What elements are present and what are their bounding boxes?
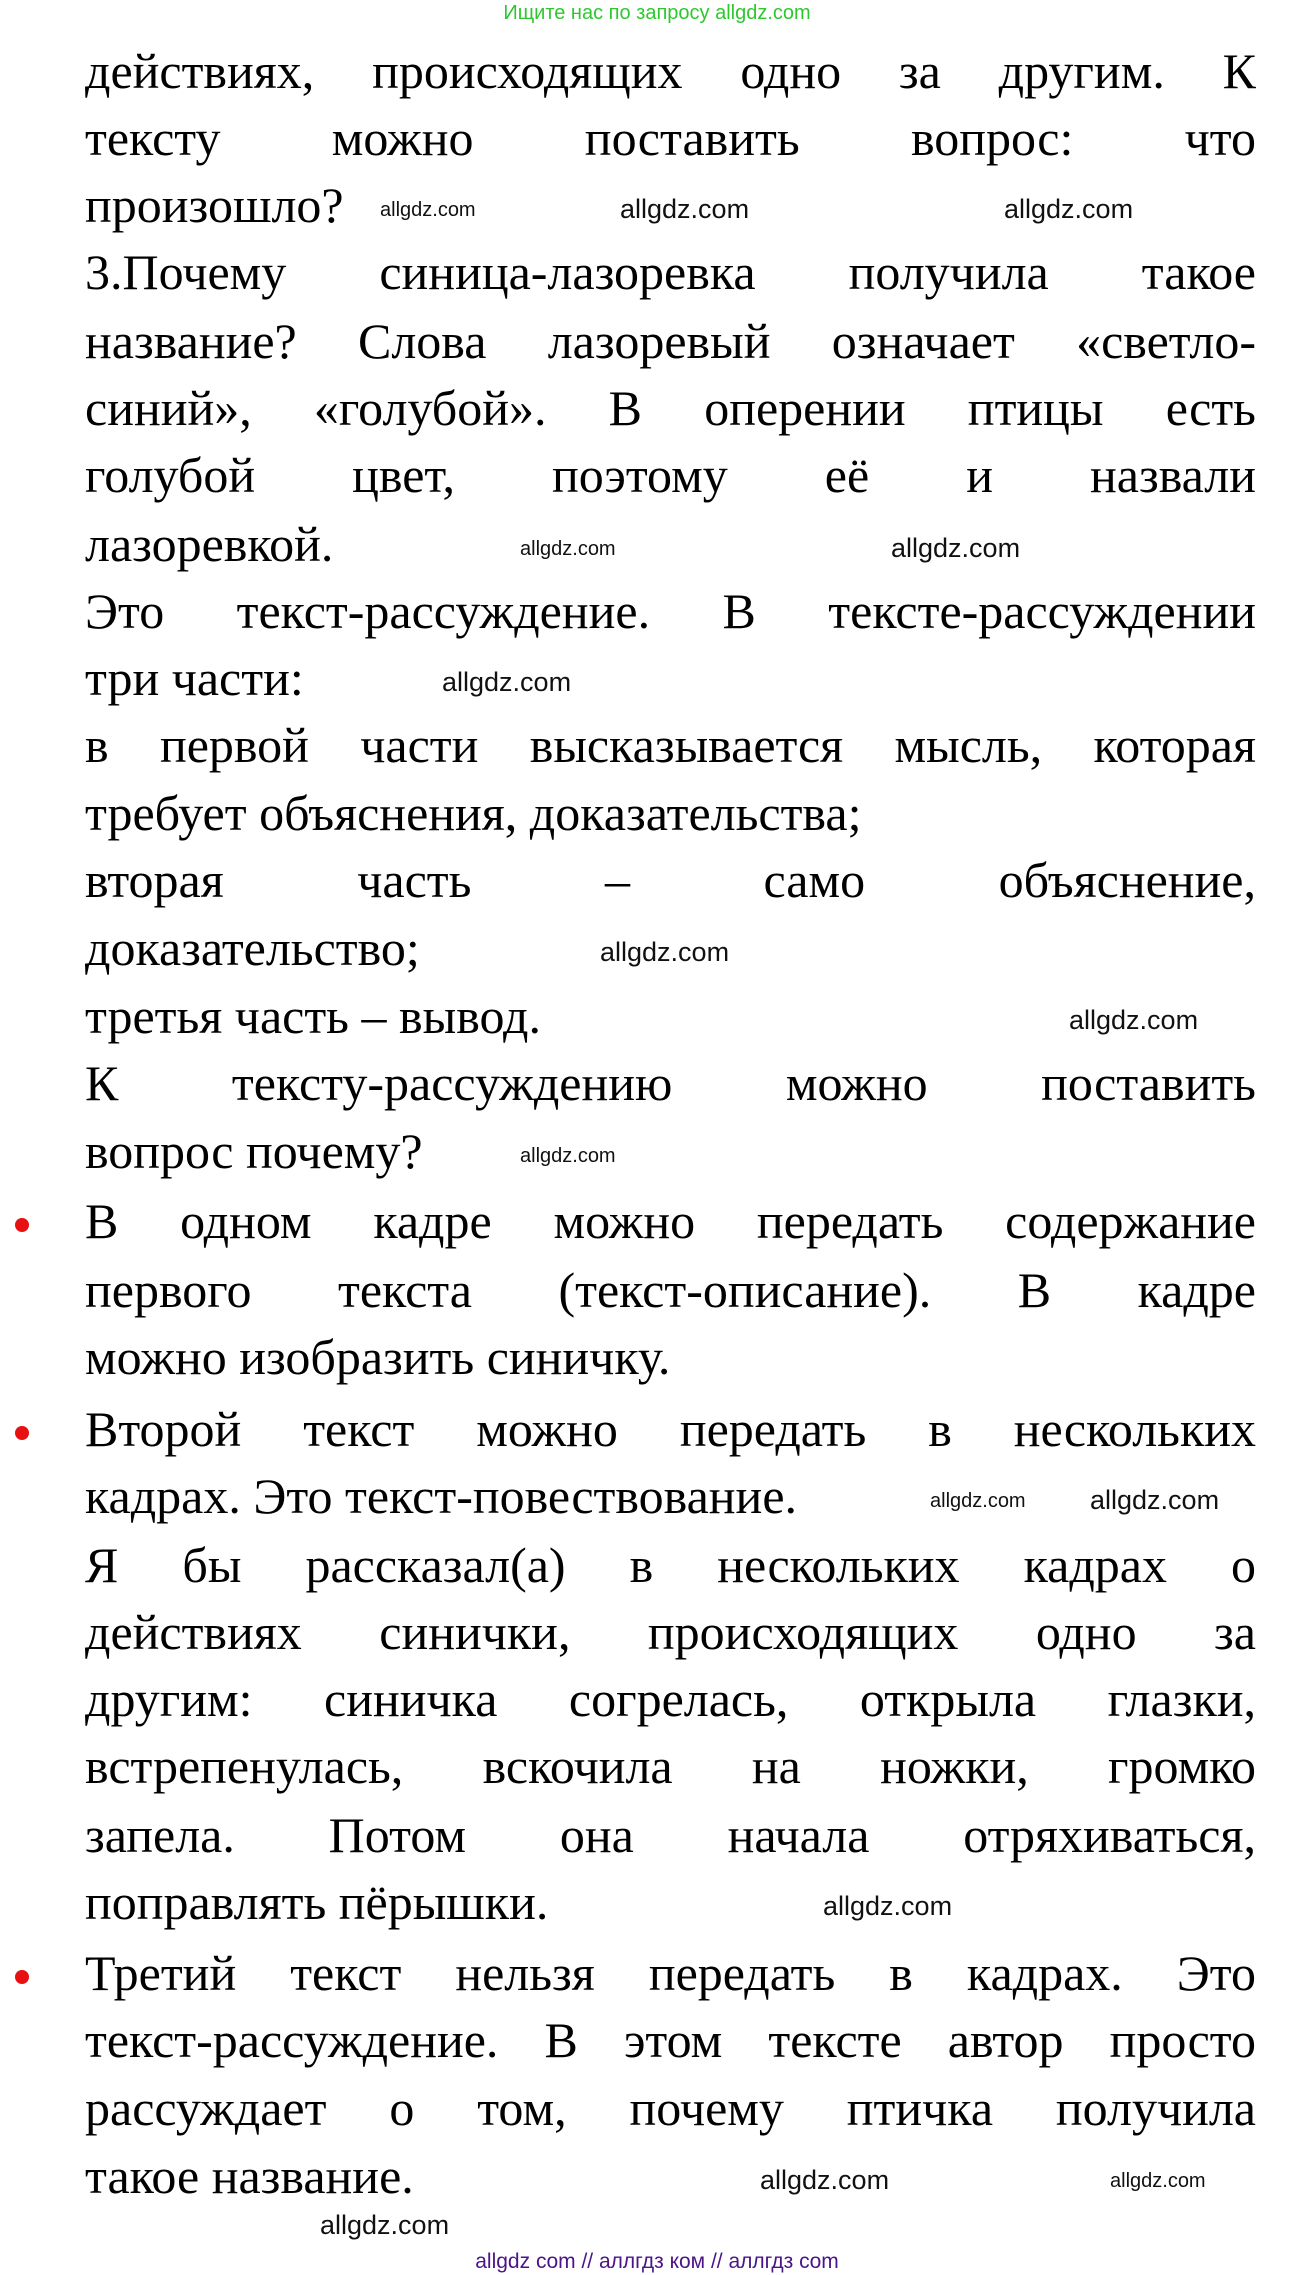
- bullet-icon: [15, 1218, 29, 1232]
- watermark: allgdz.com: [1004, 194, 1134, 225]
- text-line: вопрос почему?: [85, 1123, 423, 1180]
- text-line: действиях, происходящих одно за другим. К: [85, 45, 1256, 99]
- watermark: allgdz.com: [891, 532, 1021, 563]
- text-line: название? Слова лазоревый означает «светло-: [85, 316, 1256, 370]
- text-line: К тексту-рассуждению можно поставить: [85, 1057, 1256, 1111]
- text-line: голубой цвет, поэтому её и назвали: [85, 450, 1256, 504]
- watermark: allgdz.com: [1069, 1004, 1199, 1035]
- text-line: запела. Потом она начала отряхиваться,: [85, 1809, 1256, 1863]
- bullet-icon: [15, 1426, 29, 1440]
- watermark: allgdz.com: [520, 537, 616, 560]
- text-line: в первой части высказывается мысль, которая: [85, 720, 1256, 774]
- text-line: доказательство;: [85, 920, 420, 977]
- watermark: allgdz.com: [600, 937, 730, 968]
- text-line: кадрах. Это текст-повествование.: [85, 1467, 798, 1524]
- text-line: другим: синичка согрелась, открыла глазки,: [85, 1673, 1256, 1727]
- search-hint-header: Ищите нас по запросу allgdz.com: [503, 2, 811, 24]
- bullet-icon: [15, 1970, 29, 1984]
- text-line: 3.Почему синица-лазоревка получила такое: [85, 247, 1256, 301]
- text-line: Я бы рассказал(а) в нескольких кадрах о: [85, 1539, 1256, 1593]
- text-line: встрепенулась, вскочила на ножки, громко: [85, 1740, 1256, 1794]
- text-line: тексту можно поставить вопрос: что: [85, 113, 1256, 167]
- text-line: можно изобразить синичку.: [85, 1329, 671, 1386]
- text-line: вторая часть – само объяснение,: [85, 854, 1256, 908]
- watermark: allgdz.com: [930, 1489, 1026, 1512]
- text-line: третья часть – вывод.: [85, 987, 541, 1044]
- text-line: лазоревкой.: [85, 515, 334, 572]
- text-line: действиях синички, происходящих одно за: [85, 1606, 1256, 1660]
- text-line: поправлять пёрышки.: [85, 1873, 549, 1930]
- text-line: такое название.: [85, 2148, 414, 2205]
- text-line: требует объяснения, доказательства;: [85, 784, 862, 841]
- watermark: allgdz.com: [823, 1890, 953, 1921]
- site-footer: allgdz com // аллгдз ком // аллгдз com: [475, 2250, 839, 2273]
- watermark: allgdz.com: [442, 667, 572, 698]
- watermark: allgdz.com: [380, 199, 476, 222]
- text-line: Третий текст нельзя передать в кадрах. Это: [85, 1948, 1256, 2002]
- watermark: allgdz.com: [1090, 1484, 1220, 1515]
- watermark: allgdz.com: [620, 194, 750, 225]
- text-line: синий», «голубой». В оперении птицы есть: [85, 383, 1256, 437]
- watermark: allgdz.com: [1110, 2170, 1206, 2193]
- text-line: В одном кадре можно передать содержание: [85, 1196, 1256, 1250]
- text-line: Второй текст можно передать в нескольких: [85, 1403, 1256, 1457]
- text-line: первого текста (текст-описание). В кадре: [85, 1265, 1256, 1319]
- text-line: Это текст-рассуждение. В тексте-рассуждении: [85, 586, 1256, 640]
- text-line: произошло?: [85, 177, 344, 234]
- text-line: рассуждает о том, почему птичка получила: [85, 2082, 1256, 2136]
- watermark: allgdz.com: [760, 2165, 890, 2196]
- watermark: allgdz.com: [320, 2210, 450, 2240]
- watermark: allgdz.com: [520, 1145, 616, 1168]
- text-line: текст-рассуждение. В этом тексте автор просто: [85, 2015, 1256, 2069]
- text-line: три части:: [85, 650, 304, 707]
